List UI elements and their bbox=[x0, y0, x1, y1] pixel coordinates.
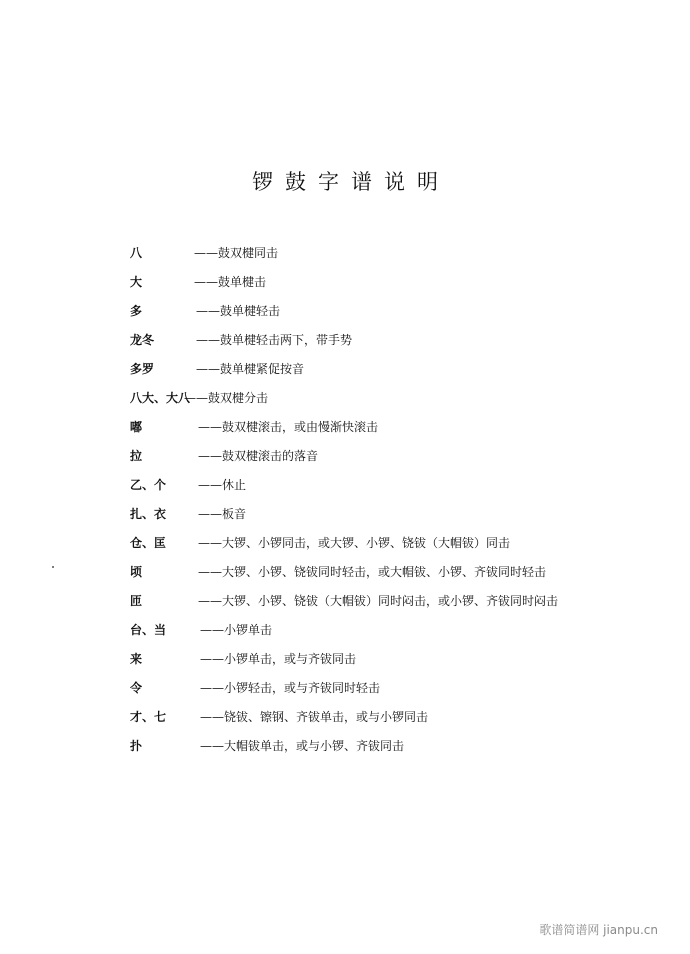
entry-term: 八 bbox=[130, 246, 143, 260]
entry-description: ——小锣单击，或与齐钹同击 bbox=[200, 652, 357, 666]
entry-description: ——小锣单击 bbox=[200, 623, 273, 637]
entry-term: 拉 bbox=[130, 449, 143, 463]
scan-speck bbox=[52, 566, 54, 568]
entry-description: ——小锣轻击，或与齐钹同时轻击 bbox=[200, 681, 381, 695]
entry-description: ——鼓单楗击 bbox=[194, 275, 267, 289]
entry-description: ——铙钹、镲钢、齐钹单击，或与小锣同击 bbox=[200, 710, 429, 724]
entry-description: ——鼓双楗滚击，或由慢渐快滚击 bbox=[198, 420, 379, 434]
entry-term: 台、当 bbox=[130, 623, 167, 637]
entry-term: 多罗 bbox=[130, 362, 155, 376]
entry-description: ——休止 bbox=[198, 478, 247, 492]
entry-term: 乙、个 bbox=[130, 478, 167, 492]
entry-description: ——大锣、小锣、铙钹（大帽钹）同时闷击，或小锣、齐钹同时闷击 bbox=[198, 594, 559, 608]
entry-description: ——鼓双楗同击 bbox=[194, 246, 279, 260]
entry-term: 扑 bbox=[130, 739, 143, 753]
entry-term: 来 bbox=[130, 652, 143, 666]
entry-description: ——鼓单楗轻击两下，带手势 bbox=[196, 333, 353, 347]
entry-description: ——大锣、小锣同击，或大锣、小锣、铙钹（大帽钹）同击 bbox=[198, 536, 511, 550]
entry-term: 顷 bbox=[130, 565, 143, 579]
entry-description: ——鼓单楗紧促按音 bbox=[196, 362, 305, 376]
page-title: 锣鼓字谱说明 bbox=[252, 170, 450, 194]
entry-term: 才、七 bbox=[130, 710, 167, 724]
entry-description: ——板音 bbox=[198, 507, 247, 521]
entry-description: ——鼓双楗分击 bbox=[184, 391, 269, 405]
entry-description: ——鼓双楗滚击的落音 bbox=[198, 449, 319, 463]
entry-term: 多 bbox=[130, 304, 143, 318]
entry-description: ——大锣、小锣、铙钹同时轻击，或大帽钹、小锣、齐钹同时轻击 bbox=[198, 565, 547, 579]
entry-term: 龙冬 bbox=[130, 333, 155, 347]
entry-term: 扎、衣 bbox=[130, 507, 167, 521]
entry-description: ——鼓单楗轻击 bbox=[196, 304, 281, 318]
entry-term: 大 bbox=[130, 275, 143, 289]
entry-term: 八大、大八 bbox=[130, 391, 191, 405]
entry-term: 令 bbox=[130, 681, 143, 695]
entry-term: 仓、匡 bbox=[130, 536, 167, 550]
entry-term: 匝 bbox=[130, 594, 143, 608]
entry-term: 嘟 bbox=[130, 420, 143, 434]
entry-description: ——大帽钹单击，或与小锣、齐钹同击 bbox=[200, 739, 405, 753]
site-watermark: 歌谱简谱网 jianpu.cn bbox=[539, 923, 658, 937]
